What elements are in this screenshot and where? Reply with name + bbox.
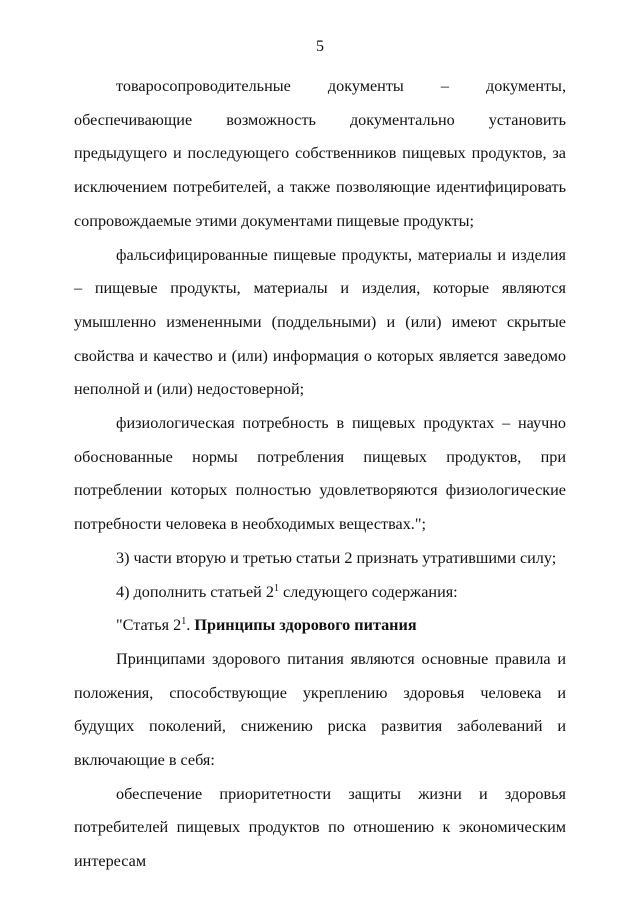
paragraph-item-4	[74, 576, 566, 610]
article-heading-prefix: "Статья 2	[116, 616, 182, 635]
paragraph-shipping-documents: товаросопроводительные документы – документы, обеспечивающие возможность документально установить предыдущего и последующего собственников пищевых продуктов, за исключением потребителей, а также позволяющие идентифицировать сопровождаемые этими документами пищевые продукты;	[74, 77, 566, 230]
article-heading-title: Принципы здорового питания	[194, 616, 417, 635]
paragraph-physiological-need: физиологическая потребность в пищевых продуктах – научно обоснованные нормы потребления пищевых продуктов, при потреблении которых полностью удовлетворяются физиологические потребности человека в необходимых веществах.";	[74, 414, 566, 534]
item-4-text: 4) дополнить статьей 2	[116, 582, 274, 601]
page-number: 5	[316, 38, 324, 55]
document-body	[74, 70, 566, 879]
item-4-text-end: следующего содержания:	[278, 582, 458, 601]
article-heading-superscript: 1	[181, 616, 187, 628]
article-heading-dot: .	[186, 616, 195, 635]
paragraph-priority: обеспечение приоритетности защиты жизни и здоровья потребителей пищевых продуктов по отношению к экономическим интересам	[74, 784, 566, 871]
item-4-superscript: 1	[273, 582, 279, 594]
article-heading	[74, 609, 566, 643]
paragraph-item-3: 3) части вторую и третью статьи 2 признать утратившими силу;	[116, 548, 557, 567]
paragraph-falsified-products: фальсифицированные пищевые продукты, материалы и изделия – пищевые продукты, материалы и изделия, которые являются умышленно измененными (поддельными) и (или) имеют скрытые свойства и качество и (или) информация о которых является заведомо неполной и (или) недостоверной;	[74, 245, 566, 399]
paragraph-principles: Принципами здорового питания являются основные правила и положения, способствующие укреплению здоровья человека и будущих поколений, снижению риска развития заболеваний и включающие в себя:	[74, 649, 566, 770]
